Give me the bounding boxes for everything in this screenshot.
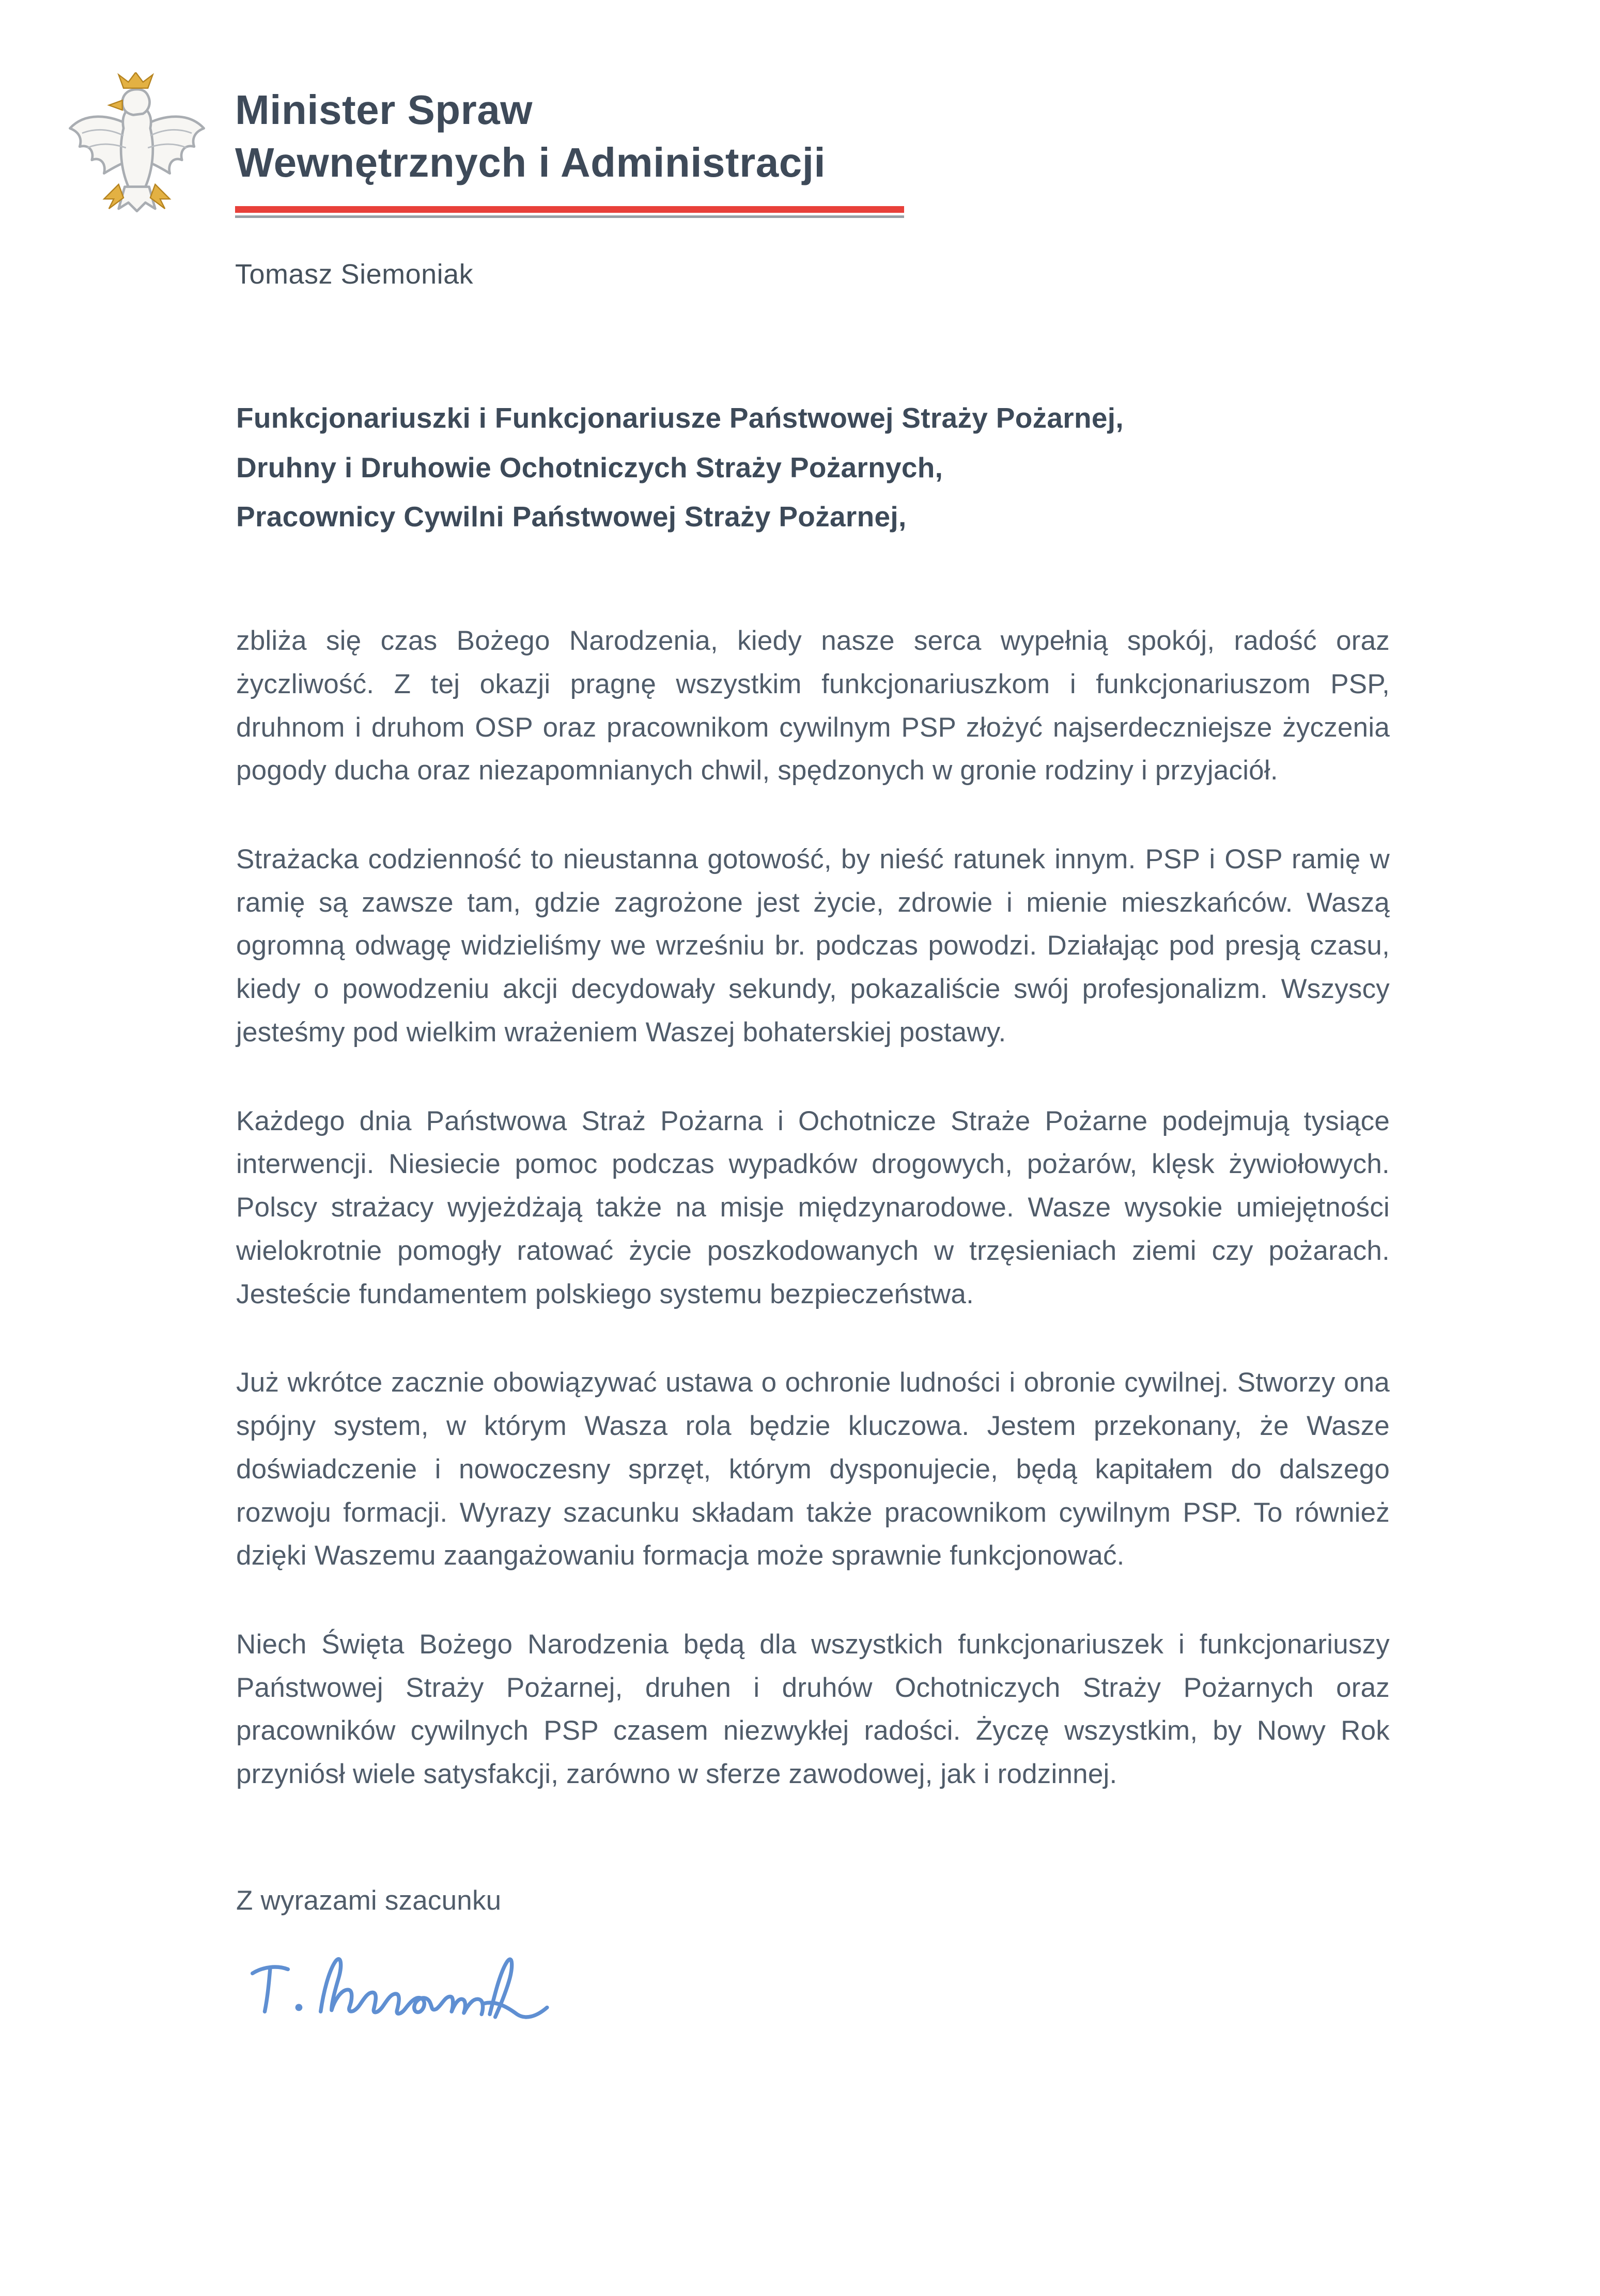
eagle-body bbox=[121, 106, 153, 187]
letter-body bbox=[236, 619, 1390, 1796]
paragraph: Każdego dnia Państwowa Straż Pożarna i Ochotnicze Straże Pożarne podejmują tysiące interwencji. Niesiecie pomoc podczas wypadków drogowych, pożarów, klęsk żywiołowych. Polscy strażacy wyjeżdżają także na misje międzynarodowe. Wasze wysokie umiejętności wielokrotnie pomogły ratować życie poszkodowanych w trzęsieniach ziemi czy pożarach. Jesteście fundamentem polskiego systemu bezpieczeństwa. bbox=[236, 1105, 1390, 1309]
paragraph: Już wkrótce zacznie obowiązywać ustawa o ochronie ludności i obronie cywilnej. Stworzy ona spójny system, w którym Wasza rola będzie kluczowa. Jestem przekonany, że Wasze doświadczenie i nowoczesny sprzęt, którym dysponujecie, będą kapitałem do dalszego rozwoju formacji. Wyrazy szacunku składam także pracownikom cywilnym PSP. To również dzięki Waszemu zaangażowaniu formacja może sprawnie funkcjonować. bbox=[236, 1367, 1390, 1571]
ministry-title bbox=[235, 84, 904, 190]
signature bbox=[236, 1916, 1390, 2058]
eagle-beak bbox=[109, 100, 122, 110]
header bbox=[235, 84, 904, 290]
salutation bbox=[236, 394, 1390, 542]
salutation-line: Funkcjonariuszki i Funkcjonariusze Państwowej Straży Pożarnej, bbox=[236, 402, 1124, 434]
ministry-title-line-1: Minister Spraw bbox=[235, 87, 533, 133]
salutation-line: Druhny i Druhowie Ochotniczych Straży Pożarnych, bbox=[236, 451, 943, 483]
paragraph: Niech Święta Bożego Narodzenia będą dla wszystkich funkcjonariuszek i funkcjonariuszy Państwowej Straży Pożarnej, druhen i druhów Ochotniczych Straży Pożarnych oraz pracowników cywilnych PSP czasem niezwykłej radości. Życzę wszystkim, by Nowy Rok przyniósł wiele satysfakcji, zarówno w sferze zawodowej, jak i rodzinnej. bbox=[236, 1629, 1390, 1790]
header-divider-red-line bbox=[235, 206, 904, 213]
header-divider bbox=[235, 206, 904, 218]
eagle-tail bbox=[119, 187, 156, 211]
eagle-head bbox=[122, 89, 150, 115]
letter-content bbox=[236, 394, 1390, 2058]
sender-name: Tomasz Siemoniak bbox=[235, 258, 474, 290]
ministry-title-line-2: Wewnętrznych i Administracji bbox=[235, 139, 826, 186]
closing-phrase: Z wyrazami szacunku bbox=[236, 1885, 502, 1916]
eagle-crown bbox=[119, 72, 153, 88]
header-divider-gray-line bbox=[235, 215, 904, 218]
salutation-line: Pracownicy Cywilni Państwowej Straży Pożarnej, bbox=[236, 501, 907, 533]
signature-handwriting-icon bbox=[236, 1932, 577, 2056]
paragraph: Strażacka codzienność to nieustanna gotowość, by nieść ratunek innym. PSP i OSP ramię w ramię są zawsze tam, gdzie zagrożone jest życie, zdrowie i mienie mieszkańców. Waszą ogromną odwagę widzieliśmy we wrześniu br. podczas powodzi. Działając pod presją czasu, kiedy o powodzeniu akcji decydowały sekundy, pokazaliście swój profesjonalizm. Wszyscy jesteśmy pod wielkim wrażeniem Waszej bohaterskiej postawy. bbox=[236, 844, 1390, 1048]
signature-text bbox=[236, 1916, 237, 1917]
paragraph: zbliża się czas Bożego Narodzenia, kiedy nasze serca wypełnią spokój, radość oraz życzliwość. Z tej okazji pragnę wszystkim funkcjonariuszkom i funkcjonariuszom PSP, druhnom i druhom OSP oraz pracownikom cywilnym PSP złożyć najserdeczniejsze życzenia pogody ducha oraz niezapomnianych chwil, spędzonych w gronie rodziny i przyjaciół. bbox=[236, 626, 1390, 786]
eagle-emblem-icon bbox=[54, 72, 220, 243]
